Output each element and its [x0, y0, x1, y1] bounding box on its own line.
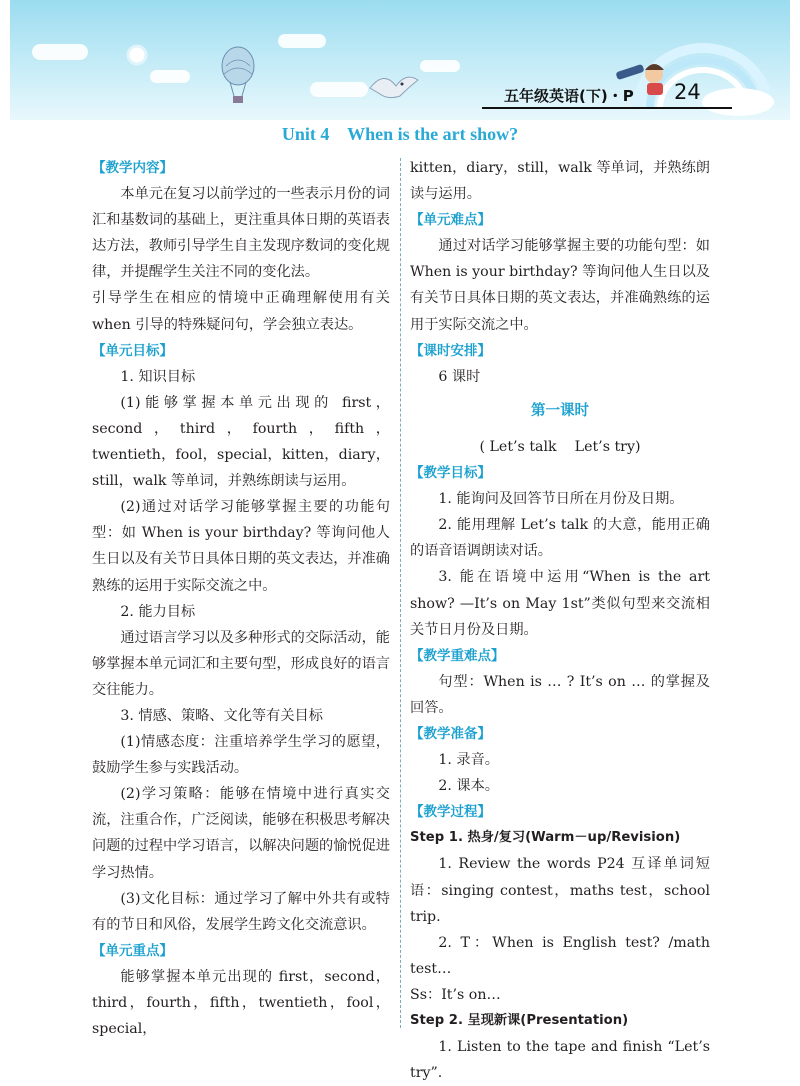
lesson-subtitle: ( Let’s talk Let’s try): [479, 438, 641, 455]
step-item: 2. T：When is English test? /math test…: [410, 934, 710, 977]
paragraph: (1)情感态度：注重培养学生学习的愿望，鼓励学生参与实践活动。: [92, 734, 390, 777]
paragraph: 通过语言学习以及多种形式的交际活动，能够掌握本单元词汇和主要句型，形成良好的语言交往能力。: [92, 629, 390, 698]
section-heading: 【教学重难点】: [410, 647, 505, 664]
cloud-decoration: [32, 44, 88, 60]
paragraph: 句型：When is … ? It’s on … 的掌握及回答。: [410, 673, 710, 716]
header-banner: [10, 0, 790, 120]
unit-title: Unit 4 When is the art show?: [281, 124, 519, 144]
left-column: [92, 155, 390, 1042]
prep-item: 1. 录音。: [438, 752, 499, 769]
book-title: 五年级英语(下)・P: [504, 87, 634, 105]
paragraph: (2)学习策略：能够在情境中进行真实交流，注重合作，广泛阅读，能够在积极思考解决问题的过程中学习语言，以解决问题的愉悦促进学习热情。: [92, 786, 390, 881]
paragraph: 引导学生在相应的情境中正确理解使用有关 when 引导的特殊疑问句，学会独立表达。: [92, 290, 390, 333]
paragraph: (3)文化目标：通过学习了解中外共有或特有的节日和风俗，发展学生跨文化交流意识。: [92, 890, 390, 933]
bird-icon: [366, 66, 422, 106]
goal-heading: 1. 知识目标: [120, 368, 196, 385]
step-item: 1. Review the words P24 互译单词短语：singing contest，maths test，school trip.: [410, 856, 710, 925]
hot-air-balloon-icon: [218, 46, 258, 108]
step-item: Ss：It’s on…: [410, 986, 501, 1003]
paragraph: 能够掌握本单元出现的 first，second，third，fourth，fifth，twentieth，fool，special，: [92, 968, 390, 1038]
paragraph: (2)通过对话学习能够掌握主要的功能句型：如 When is your birthday? 等询问他人生日以及有关节日具体日期的英文表达，并准确熟练的运用于实际交流之中。: [92, 499, 390, 594]
page-number: 24: [674, 80, 701, 104]
objective-item: 2. 能用理解 Let’s talk 的大意，能用正确的语音语调朗读对话。: [410, 517, 710, 560]
paragraph: kitten，diary，still，walk 等单词，并熟练朗读与运用。: [410, 160, 710, 203]
step-heading: Step 1. 热身/复习(Warm－up/Revision): [410, 830, 681, 846]
header-rule: [482, 107, 732, 109]
section-heading: 【教学内容】: [92, 160, 173, 176]
objective-item: 3. 能在语境中运用“When is the art show? —It’s on May 1st”类似句型来交流相关节日月份及日期。: [410, 569, 710, 638]
cloud-decoration: [278, 34, 326, 48]
section-heading: 【教学准备】: [410, 725, 491, 742]
column-divider: [400, 158, 402, 1028]
cloud-decoration: [420, 60, 460, 72]
section-heading: 【单元难点】: [410, 212, 491, 229]
goal-heading: 3. 情感、策略、文化等有关目标: [120, 707, 323, 724]
prep-item: 2. 课本。: [438, 778, 499, 795]
section-heading: 【单元目标】: [92, 342, 173, 359]
paragraph: 6 课时: [438, 368, 481, 385]
section-heading: 【教学过程】: [410, 804, 491, 821]
section-heading: 【课时安排】: [410, 342, 491, 359]
section-heading: 【教学目标】: [410, 465, 491, 482]
goal-heading: 2. 能力目标: [120, 603, 196, 620]
cloud-decoration: [150, 70, 190, 83]
right-column: [410, 155, 710, 1086]
paragraph: 通过对话学习能够掌握主要的功能句型：如 When is your birthday? 等询问他人生日以及有关节日具体日期的英文表达，并准确熟练的运用于实际交流之中。: [410, 238, 710, 333]
step-item: 1. Listen to the tape and finish “Let’s try”.: [410, 1039, 710, 1082]
paragraph: (1)能够掌握本单元出现的 first，second，third，fourth，fifth，twentieth，fool，special，kitten，diary，still，walk 等单词，并熟练朗读与运用。: [92, 394, 390, 490]
step-heading: Step 2. 呈现新课(Presentation): [410, 1013, 629, 1028]
sun-icon: [120, 38, 154, 72]
objective-item: 1. 能询问及回答节日所在月份及日期。: [438, 491, 684, 508]
section-heading: 【单元重点】: [92, 942, 173, 959]
paragraph: 本单元在复习以前学过的一些表示月份的词汇和基数词的基础上，更注重具体日期的英语表达方法，教师引导学生自主发现序数词的变化规律，并提醒学生关注不同的变化法。: [92, 186, 390, 281]
cloud-decoration: [310, 82, 368, 97]
lesson-heading: 第一课时: [531, 402, 589, 419]
